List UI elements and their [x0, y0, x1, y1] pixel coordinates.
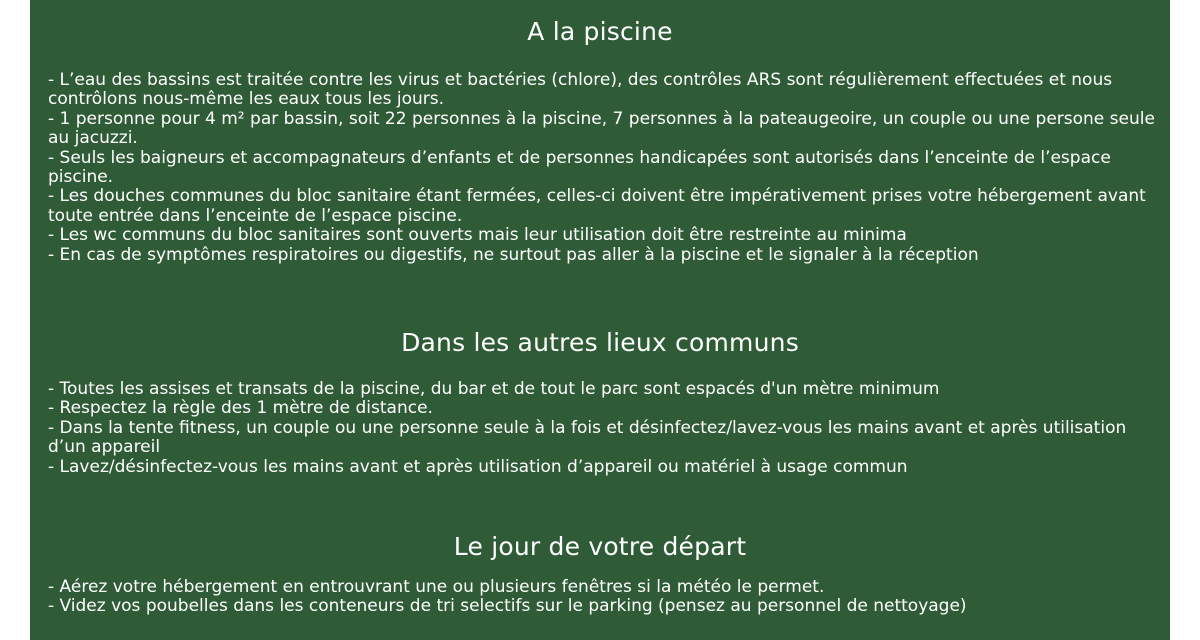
section-title-lieux-communs: Dans les autres lieux communs: [401, 328, 799, 357]
list-item: - Videz vos poubelles dans les conteneurs de tri selectifs sur le parking (pensez au personnel de nettoyage): [48, 596, 967, 617]
list-item: - 1 personne pour 4 m² par bassin, soit 22 personnes à la piscine, 7 personnes à la pateaugeoire, un couple ou une persone seule au jacuzzi.: [48, 108, 1155, 149]
list-item: - L’eau des bassins est traitée contre les virus et bactéries (chlore), des contrôles ARS sont régulièrement effectuées et nous contrôlons nous-même les eaux tous les jours.: [48, 70, 1113, 110]
section-list-lieux-communs: [48, 380, 1158, 477]
list-item: - Les wc communs du bloc sanitaires sont ouverts mais leur utilisation doit être restreinte au minima: [48, 225, 907, 246]
list-item: - En cas de symptômes respiratoires ou digestifs, ne surtout pas aller à la piscine et le signaler à la réception: [48, 244, 979, 265]
list-item: - Respectez la règle des 1 mètre de distance.: [48, 398, 433, 419]
list-item: - Seuls les baigneurs et accompagnateurs d’enfants et de personnes handicapées sont autorisés dans l’enceinte de l’espace piscine.: [48, 147, 1111, 188]
list-item: - Lavez/désinfectez-vous les mains avant et après utilisation d’appareil ou matériel à usage commun: [48, 456, 908, 477]
list-item: - Les douches communes du bloc sanitaire étant fermées, celles-ci doivent être impérativement prises votre hébergement avant toute entrée dans l’enceinte de l’espace piscine.: [48, 186, 1146, 226]
list-item: - Toutes les assises et transats de la piscine, du bar et de tout le parc sont espacés d'un mètre minimum: [48, 379, 940, 399]
section-title-depart: Le jour de votre départ: [453, 532, 747, 561]
section-title-piscine: A la piscine: [527, 17, 673, 46]
list-item: - Dans la tente fitness, un couple ou une personne seule à la fois et désinfectez/lavez-vous les mains avant et après utilisation d’un appareil: [48, 417, 1127, 458]
section-list-depart: [48, 578, 1158, 617]
section-list-piscine: [48, 71, 1158, 265]
notice-panel: [30, 0, 1170, 640]
list-item: - Aérez votre hébergement en entrouvrant une ou plusieurs fenêtres si la météo le permet.: [48, 577, 825, 597]
